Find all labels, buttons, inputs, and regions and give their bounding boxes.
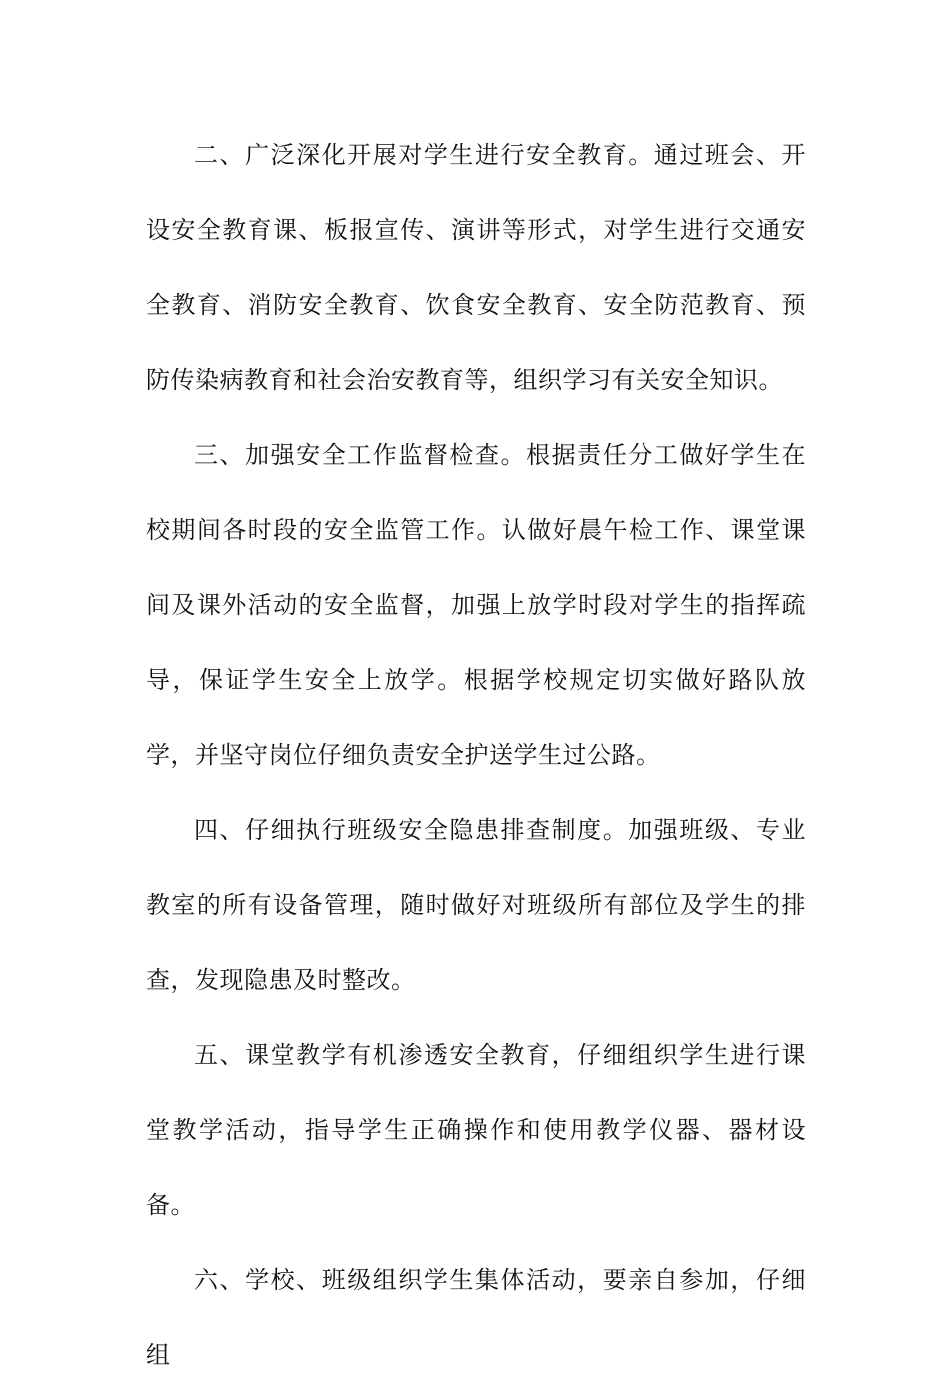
paragraph-hazard-inspection: 四、仔细执行班级安全隐患排查制度。加强班级、专业教室的所有设备管理，随时做好对班级所有部位及学生的排查，发现隐患及时整改。 [146,816,806,994]
paragraph-group-activities: 六、学校、班级组织学生集体活动，要亲自参加，仔细组 [146,1266,806,1369]
paragraph-classroom-teaching: 五、课堂教学有机渗透安全教育，仔细组织学生进行课堂教学活动，指导学生正确操作和使用教学仪器、器材设备。 [146,1041,806,1219]
paragraph-supervision-inspection: 三、加强安全工作监督检查。根据责任分工做好学生在校期间各时段的安全监管工作。认做好晨午检工作、课堂课间及课外活动的安全监督，加强上放学时段对学生的指挥疏导，保证学生安全上放学。根据学校规定切实做好路队放学，并坚守岗位仔细负责安全护送学生过公路。 [146,441,806,769]
paragraph-safety-education: 二、广泛深化开展对学生进行安全教育。通过班会、开设安全教育课、板报宣传、演讲等形式，对学生进行交通安全教育、消防安全教育、饮食安全教育、安全防范教育、预防传染病教育和社会治安教育等，组织学习有关安全知识。 [146,141,806,394]
document-body [146,118,806,1393]
